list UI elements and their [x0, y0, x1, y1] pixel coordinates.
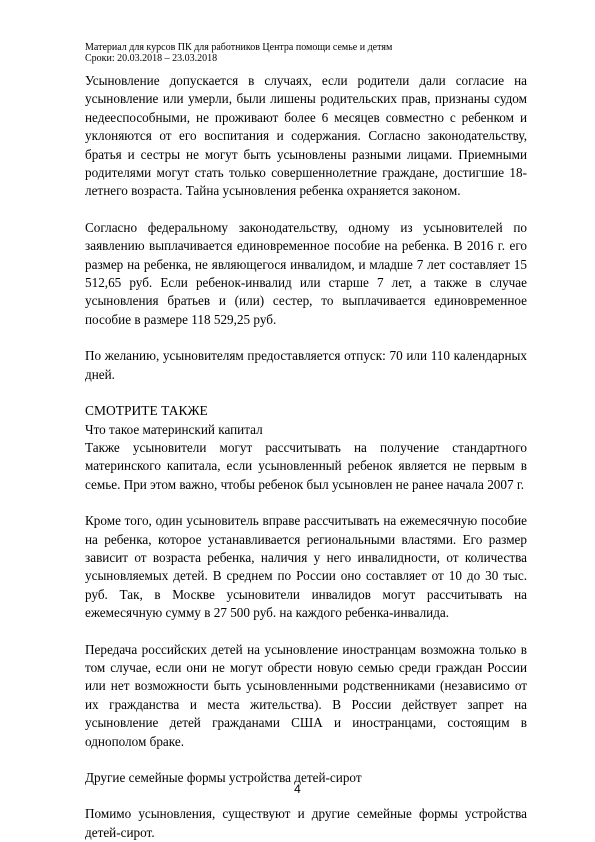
paragraph-lump-sum-allowance: Согласно федеральному законодательству, одному из усыновителей по заявлению выплачивается единовременное пособие на ребенка. В 2016 г. его размер на ребенка, не являющегося инвалидом, и младше 7 лет составляет 15 512,65 руб. Если ребенок-инвалид или старше 7 лет, а также в случае усыновления братьев и (или) сестер, то выплачивается единовременное пособие в размере 118 529,25 руб. [85, 219, 527, 327]
paragraph-adoption-cases: Усыновление допускается в случаях, если родители дали согласие на усыновление или умерли, были лишены родительских прав, признаны судом недееспособными, не проживают более 6 месяцев совместно с ребенком и уклоняются от его воспитания и содержания. Согласно законодательству, братья и сестры не могут быть усыновлены разными лицами. Приемными родителями могут стать только совершеннолетние граждане, достигшие 18-летнего возраста. Тайна усыновления ребенка охраняется законом. [85, 73, 527, 199]
document-body [85, 72, 527, 842]
page-header [85, 42, 525, 64]
maternity-capital-link[interactable]: Что такое материнский капитал [85, 421, 263, 437]
paragraph-leave: По желанию, усыновителям предоставляется отпуск: 70 или 110 календарных дней. [85, 348, 527, 382]
header-course-title: Материал для курсов ПК для работников Центра помощи семье и детям [85, 42, 393, 53]
paragraph-maternity-capital: Также усыновители могут рассчитывать на получение стандартного материнского капитала, если усыновленный ребенок является не первым в семье. При этом важно, чтобы ребенок был усыновлен не ранее начала 2007 г. [85, 439, 527, 492]
paragraph-monthly-allowance: Кроме того, один усыновитель вправе рассчитывать на ежемесячную пособие на ребенка, которое устанавливается региональными властями. Его размер зависит от возраста ребенка, наличия у него инвалидности, от количества усыновляемых детей. В среднем по России оно составляет от 10 до 30 тыс. руб. Так, в Москве усыновители инвалидов могут рассчитывать на ежемесячную сумму в 27 500 руб. на каждого ребенка-инвалида. [85, 513, 527, 621]
see-also-heading: СМОТРИТЕ ТАКЖЕ [85, 403, 208, 419]
header-dates: Сроки: 20.03.2018 – 23.03.2018 [85, 53, 218, 64]
other-forms-heading: Другие семейные формы устройства детей-сирот [85, 770, 362, 785]
paragraph-other-forms: Помимо усыновления, существуют и другие семейные формы устройства детей-сирот. [85, 806, 527, 840]
paragraph-foreign-adoption: Передача российских детей на усыновление иностранцам возможна только в том случае, если они не могут обрести новую семью среди граждан России или нет возможности быть усыновленными родственниками (независимо от их гражданства и места жительства). В России действует запрет на усыновление детей гражданами США и иностранцами, состоящим в однополом браке. [85, 641, 527, 749]
page-number: 4 [294, 782, 301, 796]
